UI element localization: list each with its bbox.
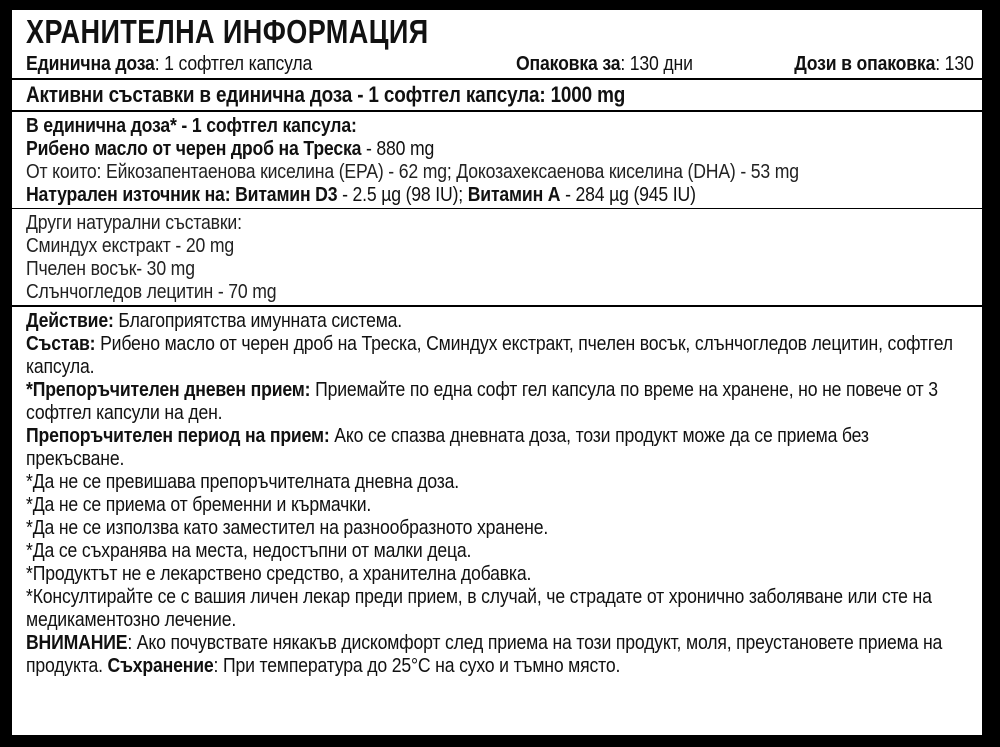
divider xyxy=(12,78,982,80)
warning-line: ВНИМАНИЕ: Ако почувствате някакъв дискомфорт след приема на този продукт, моля, преустановете приема на продукта. Съхранение: При температура до 25°C на сухо и тъмно място. xyxy=(26,631,943,677)
dose-row xyxy=(26,52,974,76)
other-item: Пчелен восък- 30 mg xyxy=(26,257,195,280)
composition-line: Състав: Рибено масло от черен дроб на Треска, Сминдух екстракт, пчелен восък, слънчогледов лецитин, софтгел капсула. xyxy=(26,332,953,378)
single-dose: Единична доза: 1 софтгел капсула xyxy=(26,52,313,75)
action-line: Действие: Благоприятства имунната система. xyxy=(26,309,403,332)
divider xyxy=(12,305,982,307)
note-line: *Да не се приема от бременни и кърмачки. xyxy=(26,493,372,516)
divider xyxy=(12,110,982,112)
per-dose-header: В единична доза* - 1 софтгел капсула: xyxy=(26,114,357,137)
fish-oil-line: Рибено масло от черен дроб на Треска - 880 mg xyxy=(26,137,435,160)
daily-intake-line: *Препоръчителен дневен прием: Приемайте по една софт гел капсула по време на хранене, но не повече от 3 софтгел капсули на ден. xyxy=(26,378,938,424)
pack-duration: Опаковка за: 130 дни xyxy=(516,52,693,75)
nutrition-label xyxy=(12,10,982,735)
note-line: *Да не се превишава препоръчителната дневна доза. xyxy=(26,470,460,493)
doses-in-pack: Дози в опаковка: 130 xyxy=(794,52,974,75)
note-line: *Да не се използва като заместител на разнообразното хранене. xyxy=(26,516,549,539)
page-title: ХРАНИТЕЛНА ИНФОРМАЦИЯ xyxy=(26,13,429,50)
of-which-line: От които: Ейкозапентаенова киселина (EPA) - 62 mg; Докозахексаенова киселина (DHA) - 53 mg xyxy=(26,160,799,183)
vitamins-line: Натурален източник на: Витамин D3 - 2.5 µg (98 IU); Витамин А - 284 µg (945 IU) xyxy=(26,183,696,206)
other-item: Сминдух екстракт - 20 mg xyxy=(26,234,234,257)
note-line: *Да се съхранява на места, недостъпни от малки деца. xyxy=(26,539,472,562)
other-item: Слънчогледов лецитин - 70 mg xyxy=(26,280,277,303)
active-ingredients: Активни съставки в единична доза - 1 софтгел капсула: 1000 mg xyxy=(26,82,626,107)
period-line: Препоръчителен период на прием: Ако се спазва дневната доза, този продукт може да се приема без прекъсване. xyxy=(26,424,869,470)
divider xyxy=(12,208,982,209)
other-header: Други натурални съставки: xyxy=(26,211,242,234)
note-line: *Консултирайте се с вашия личен лекар преди прием, в случай, че страдате от хронично заболяване или сте на медикаментозно лечение. xyxy=(26,585,932,631)
note-line: *Продуктът не е лекарствено средство, а хранителна добавка. xyxy=(26,562,532,585)
